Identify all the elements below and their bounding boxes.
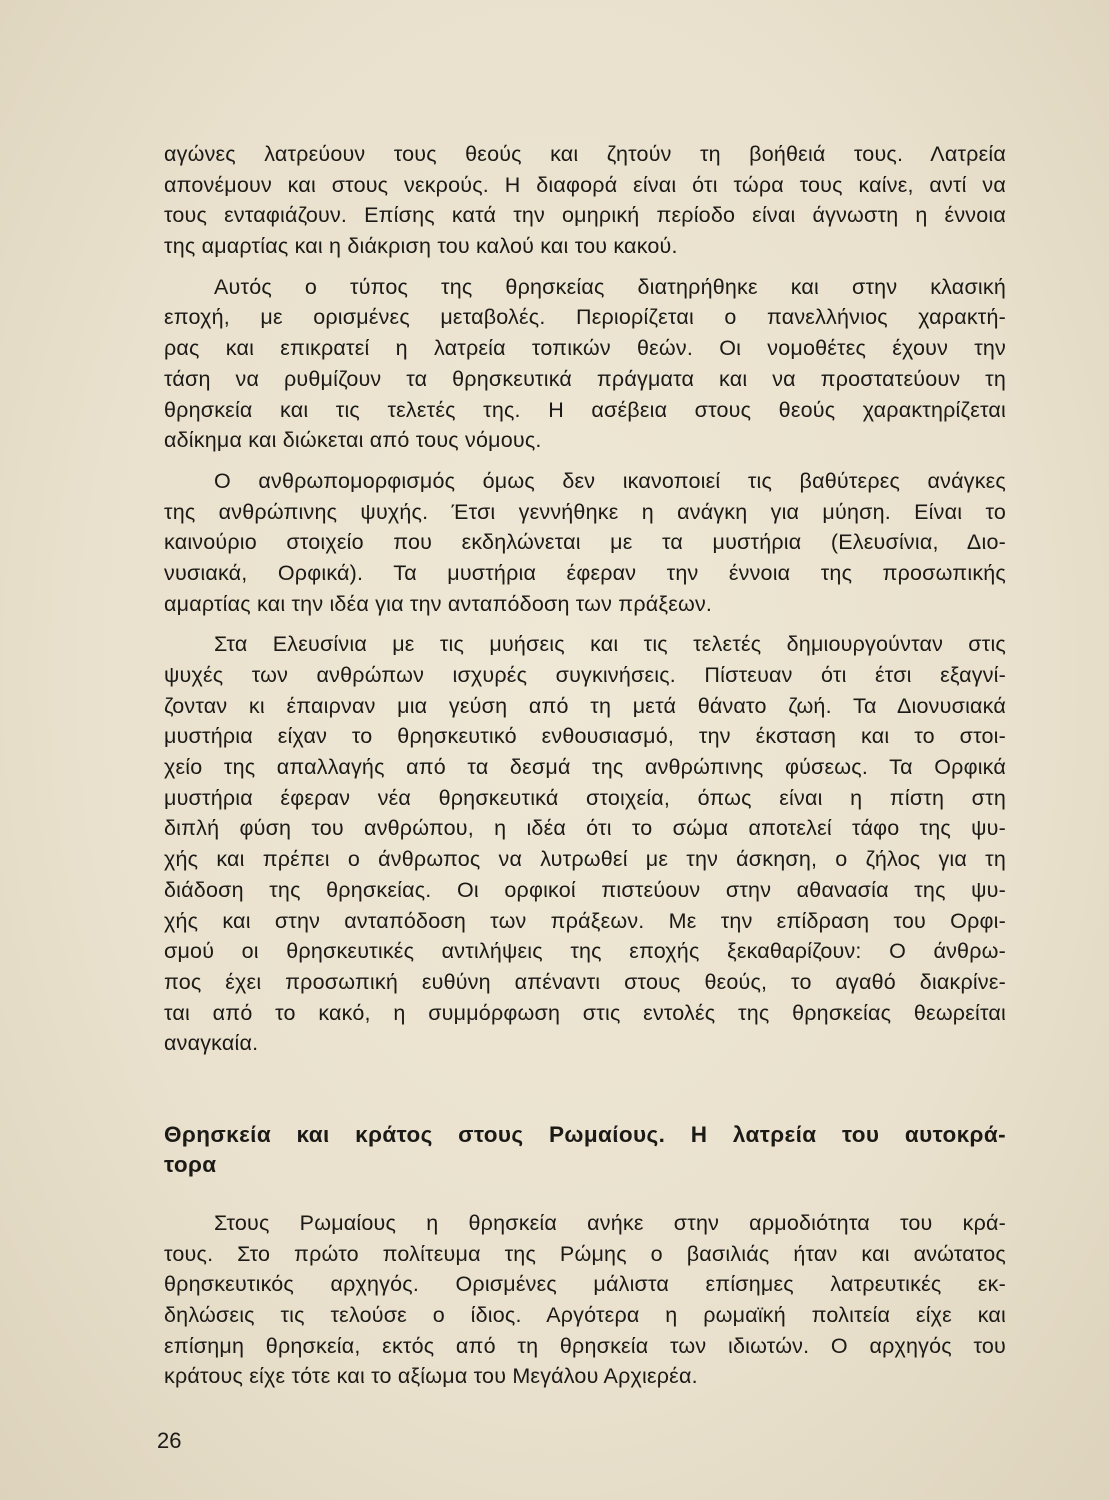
text-line: αμαρτίας και την ιδέα για την ανταπόδοση των πράξεων. — [164, 591, 713, 616]
text-line: χείο της απαλλαγής από τα δεσμά της ανθρώπινης φύσεως. Τα Ορφικά — [164, 755, 1006, 780]
text-line: μυστήρια έφεραν νέα θρησκευτικά στοιχεία, όπως είναι η πίστη στη — [164, 785, 1006, 810]
text-line: αγώνες λατρεύουν τους θεούς και ζητούν τη βοήθειά τους. Λατρεία — [164, 142, 1006, 166]
text-line: χής και πρέπει ο άνθρωπος να λυτρωθεί με την άσκηση, ο ζήλος για τη — [164, 847, 1006, 872]
paragraph-1 — [164, 139, 1006, 262]
text-line: εποχή, με ορισμένες μεταβολές. Περιορίζεται ο πανελλήνιος χαρακτή- — [164, 305, 1006, 330]
text-line: θρησκευτικός αρχηγός. Ορισμένες μάλιστα επίσημες λατρευτικές εκ- — [164, 1272, 1006, 1297]
text-line: πος έχει προσωπική ευθύνη απέναντι στους θεούς, το αγαθό διακρίνε- — [164, 969, 1006, 994]
text-line: μυστήρια είχαν το θρησκευτικό ενθουσιασμό, την έκσταση και το στοι- — [164, 724, 1006, 749]
text-line: νυσιακά, Ορφικά). Τα μυστήρια έφεραν την έννοια της προσωπικής — [164, 560, 1006, 585]
text-line: Στα Ελευσίνια με τις μυήσεις και τις τελετές δημιουργούνταν στις — [214, 632, 1006, 657]
heading-line: τορα — [164, 1152, 217, 1177]
section-heading — [164, 1120, 1006, 1180]
paragraph-2 — [164, 272, 1006, 456]
text-line: τους ενταφιάζουν. Επίσης κατά την ομηρική περίοδο είναι άγνωστη η έννοια — [164, 203, 1006, 228]
text-line: ρας και επικρατεί η λατρεία τοπικών θεών. Οι νομοθέτες έχουν την — [164, 336, 1006, 361]
text-line: κράτους είχε τότε και το αξίωμα του Μεγάλου Αρχιερέα. — [164, 1364, 698, 1389]
text-line: τους. Στο πρώτο πολίτευμα της Ρώμης ο βασιλιάς ήταν και ανώτατος — [164, 1241, 1006, 1266]
text-line: της ανθρώπινης ψυχής. Έτσι γεννήθηκε η ανάγκη για μύηση. Είναι το — [164, 499, 1006, 524]
section-body — [164, 1208, 1006, 1392]
text-line: διπλή φύση του ανθρώπου, η ιδέα ότι το σώμα αποτελεί τάφο της ψυ- — [164, 816, 1006, 841]
text-line: αδίκημα και διώκεται από τους νόμους. — [164, 428, 542, 453]
text-line: απονέμουν και στους νεκρούς. Η διαφορά είναι ότι τώρα τους καίνε, αντί να — [164, 172, 1006, 197]
text-line: ται από το κακό, η συμμόρφωση στις εντολές της θρησκείας θεωρείται — [164, 1000, 1006, 1025]
text-line: σμού οι θρησκευτικές αντιλήψεις της εποχής ξεκαθαρίζουν: Ο άνθρω- — [164, 939, 1006, 964]
text-line: επίσημη θρησκεία, εκτός από τη θρησκεία των ιδιωτών. Ο αρχηγός του — [164, 1333, 1006, 1358]
text-line: της αμαρτίας και η διάκριση του καλού και του κακού. — [164, 234, 678, 259]
body-text — [164, 139, 1006, 1069]
text-line: Αυτός ο τύπος της θρησκείας διατηρήθηκε και στην κλασική — [214, 274, 1006, 299]
text-line: Στους Ρωμαίους η θρησκεία ανήκε στην αρμοδιότητα του κρά- — [214, 1211, 1006, 1235]
text-line: ζονταν κι έπαιρναν μια γεύση από τη μετά θάνατο ζωή. Τα Διονυσιακά — [164, 693, 1006, 718]
text-line: ψυχές των ανθρώπων ισχυρές συγκινήσεις. Πίστευαν ότι έτσι εξαγνί- — [164, 663, 1006, 687]
text-line: διάδοση της θρησκείας. Οι ορφικοί πιστεύουν στην αθανασία της ψυ- — [164, 877, 1006, 902]
text-line: αναγκαία. — [164, 1031, 259, 1056]
text-line: δηλώσεις τις τελούσε ο ίδιος. Αργότερα η ρωμαϊκή πολιτεία είχε και — [164, 1303, 1006, 1328]
paragraph-3 — [164, 466, 1006, 619]
text-line: χής και στην ανταπόδοση των πράξεων. Με την επίδραση του Ορφι- — [164, 908, 1006, 933]
paragraph-4 — [164, 629, 1006, 1059]
text-line: τάση να ρυθμίζουν τα θρησκευτικά πράγματα και να προστατεύουν τη — [164, 366, 1006, 391]
heading-line: Θρησκεία και κράτος στους Ρωμαίους. Η λατρεία του αυτοκρά- — [164, 1122, 1006, 1147]
text-line: Ο ανθρωπομορφισμός όμως δεν ικανοποιεί τις βαθύτερες ανάγκες — [214, 468, 1006, 493]
page-number: 26 — [157, 1428, 182, 1453]
text-line: θρησκεία και τις τελετές της. Η ασέβεια στους θεούς χαρακτηρίζεται — [164, 397, 1006, 422]
text-line: καινούριο στοιχείο που εκδηλώνεται με τα μυστήρια (Ελευσίνια, Διο- — [164, 530, 1006, 555]
